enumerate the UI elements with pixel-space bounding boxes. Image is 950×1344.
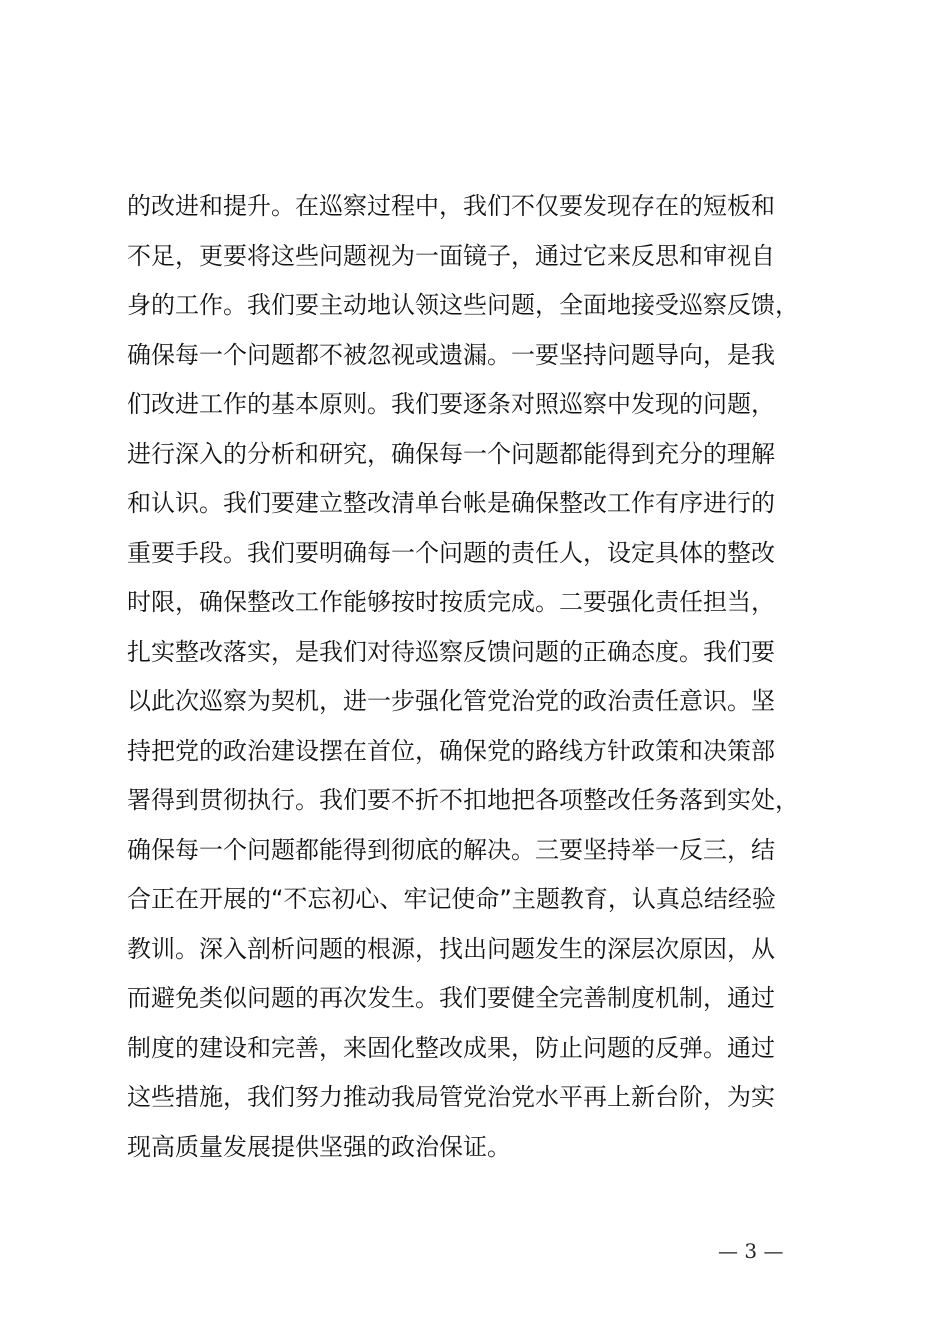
- text-line: 时限，确保整改工作能够按时按质完成。二要强化责任担当，: [127, 588, 775, 616]
- text-line: 持把党的政治建设摆在首位，确保党的路线方针政策和决策部: [127, 736, 775, 765]
- text-line: 重要手段。我们要明确每一个问题的责任人，设定具体的整改: [127, 538, 775, 567]
- text-line: 以此次巡察为契机，进一步强化管党治党的政治责任意识。坚: [127, 687, 775, 715]
- text-line: 而避免类似问题的再次发生。我们要健全完善制度机制，通过: [127, 984, 775, 1012]
- text-line: 扎实整改落实，是我们对待巡察反馈问题的正确态度。我们要: [127, 637, 775, 666]
- text-line: 现高质量发展提供坚强的政治保证。: [127, 1132, 511, 1161]
- text-line: 们改进工作的基本原则。我们要逐条对照巡察中发现的问题，: [127, 390, 775, 418]
- text-line: 和认识。我们要建立整改清单台帐是确保整改工作有序进行的: [127, 489, 775, 517]
- text-line: 确保每一个问题都不被忽视或遗漏。一要坚持问题导向，是我: [127, 340, 775, 369]
- text-line: 教训。深入剖析问题的根源，找出问题发生的深层次原因，从: [127, 934, 775, 963]
- text-line: 合正在开展的“不忘初心、牢记使命”主题教育，认真总结经验: [127, 885, 776, 913]
- text-line: 进行深入的分析和研究，确保每一个问题都能得到充分的理解: [127, 439, 775, 468]
- text-line: 署得到贯彻执行。我们要不折不扣地把各项整改任务落到实处，: [127, 786, 799, 814]
- text-line: 的改进和提升。在巡察过程中，我们不仅要发现存在的短板和: [127, 192, 775, 220]
- page-number: — 3 —: [718, 1239, 784, 1263]
- text-line: 身的工作。我们要主动地认领这些问题，全面地接受巡察反馈，: [127, 291, 799, 319]
- text-line: 制度的建设和完善，来固化整改成果，防止问题的反弹。通过: [127, 1033, 775, 1062]
- text-line: 确保每一个问题都能得到彻底的解决。三要坚持举一反三，结: [127, 835, 775, 864]
- text-line: 不足，更要将这些问题视为一面镜子，通过它来反思和审视自: [127, 241, 775, 270]
- text-line: 这些措施，我们努力推动我局管党治党水平再上新台阶，为实: [127, 1083, 775, 1111]
- body-paragraph: [127, 182, 847, 1172]
